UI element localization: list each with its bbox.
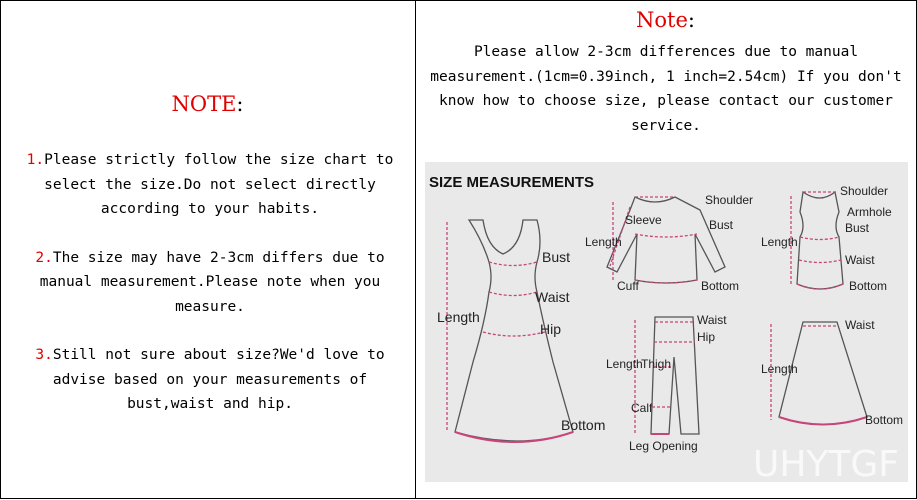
skirt-length-label: Length: [761, 362, 798, 376]
pants-thigh-label: Thigh: [641, 357, 672, 371]
top-bottom-label: Bottom: [701, 279, 740, 293]
skirt-bottom-label: Bottom: [865, 413, 904, 427]
chart-heading: SIZE MEASUREMENTS: [429, 174, 595, 191]
dress-hip-line: [483, 332, 545, 336]
note-item-text: Still not sure about size?We'd love to advise based on your measurements of bust,waist and hip.: [52, 347, 385, 412]
note-item-1: [10, 148, 410, 222]
dress-waist-line: [489, 292, 537, 296]
note-item-number: 3.: [35, 347, 53, 363]
pants-length-label: Length: [606, 357, 643, 371]
dress-length-label: Length: [437, 309, 480, 325]
left-note-panel: [0, 0, 415, 499]
vest-bust-label: Bust: [845, 221, 870, 235]
note-item-text: The size may have 2-3cm differs due to manual measurement.Please note when you measure.: [39, 249, 385, 315]
vest-armhole-label: Armhole: [847, 205, 892, 219]
vest-bottom-line: [797, 284, 843, 289]
pants-calf-label: Calf: [631, 401, 653, 415]
pants-waist-label: Waist: [697, 313, 727, 327]
note-list: [10, 148, 410, 441]
skirt-waist-label: Waist: [845, 318, 875, 332]
dress-hip-label: Hip: [540, 321, 562, 337]
dress-waist-label: Waist: [535, 289, 570, 305]
vest-shoulder-label: Shoulder: [840, 184, 889, 198]
dress-bust-label: Bust: [542, 249, 571, 265]
top-shoulder-label: Shoulder: [705, 193, 754, 207]
size-chart-illustration: [425, 162, 908, 482]
size-measurement-chart: [425, 162, 908, 482]
vest-waist-label: Waist: [845, 253, 875, 267]
note-heading-right-text: Note: [636, 8, 688, 32]
vest-waist-line: [799, 260, 841, 263]
top-diagram: [607, 197, 725, 283]
vest-diagram: [791, 192, 843, 289]
note-heading-right: [416, 8, 915, 32]
dress-bottom-label: Bottom: [561, 417, 606, 433]
brand-watermark: UHYTGF: [753, 444, 900, 482]
measurement-note-text: Please allow 2-3cm differences due to manual measurement.(1cm=0.39inch, 1 inch=2.54cm) If you don't know how to choose size, please contact our customer service.: [430, 44, 902, 134]
pants-outline: [651, 317, 699, 434]
top-bust-line: [635, 234, 697, 237]
note-item-3: [10, 343, 410, 417]
pants-hip-label: Hip: [697, 330, 716, 344]
top-sleeve-label: Sleeve: [625, 213, 662, 227]
note-heading-right-colon: :: [687, 8, 695, 32]
pants-leg-opening-label: Leg Opening: [629, 439, 698, 453]
note-item-text: Please strictly follow the size chart to select the size.Do not select directly according to your habits.: [44, 152, 394, 217]
top-cuff-label: Cuff: [617, 279, 639, 293]
top-length-label: Length: [585, 235, 622, 249]
top-bust-label: Bust: [709, 218, 734, 232]
vest-outline: [797, 192, 843, 289]
top-outline: [607, 197, 725, 283]
note-item-number: 1.: [26, 152, 45, 168]
note-heading: [0, 92, 415, 116]
dress-bust-line: [489, 262, 537, 266]
note-item-number: 2.: [35, 249, 53, 266]
pants-diagram: [635, 317, 699, 434]
vest-length-label: Length: [761, 235, 798, 249]
vest-bottom-label: Bottom: [849, 279, 888, 293]
skirt-bottom-line: [779, 417, 867, 425]
note-heading-colon: :: [236, 92, 244, 116]
vest-bust-line: [800, 237, 839, 240]
note-item-2: [10, 246, 410, 320]
note-heading-text: NOTE: [171, 92, 237, 116]
